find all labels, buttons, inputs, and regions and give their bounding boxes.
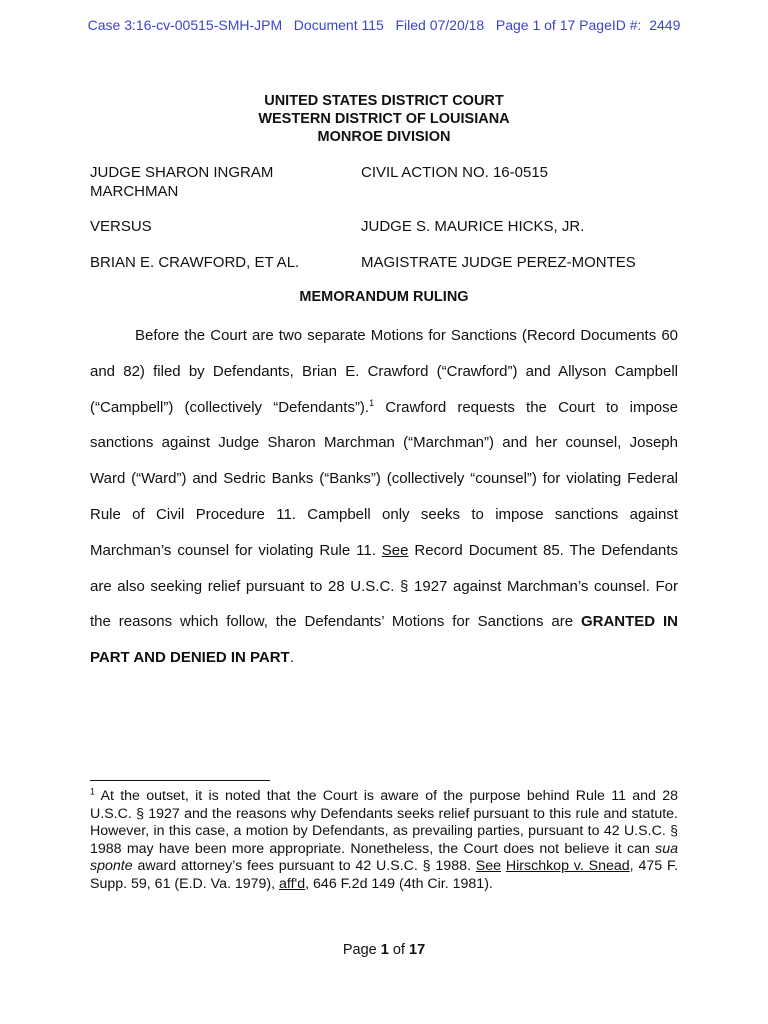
page-number: 1: [380, 942, 389, 958]
defendant-name: BRIAN E. CRAWFORD, ET AL.: [90, 254, 300, 271]
civil-action-number: CIVIL ACTION NO. 16-0515: [361, 164, 549, 181]
affirmed-signal: aff'd,: [279, 875, 310, 892]
see-signal: See: [381, 541, 409, 559]
ruling-body: [90, 318, 678, 676]
district-name: WESTERN DISTRICT OF LOUISIANA: [258, 111, 510, 127]
plaintiff-line-1: JUDGE SHARON INGRAM: [90, 164, 274, 181]
footnote-reference[interactable]: 1: [369, 397, 375, 408]
footnote-text-2: award attorney’s fees pursuant to 42 U.S.C. § 1988.: [132, 858, 476, 875]
footnote-text-3: , 475 F. Supp. 59, 61 (E.D. Va. 1979),: [90, 858, 679, 892]
footnote-text-4: 646 F.2d 149 (4th Cir. 1981).: [309, 875, 493, 892]
plaintiff-line-2: MARCHMAN: [90, 182, 179, 200]
body-text-2: Crawford requests the Court to impose sanctions against Judge Sharon Marchman (“Marchman”) and her counsel, Joseph Ward (“Ward”) and Sedric Banks (“Banks”) (collectively “counsel”) for violating Federal Rule of Civil Procedure 11. Campbell only seeks to impose sanctions against Marchman’s counsel for violating Rule 11.: [90, 398, 678, 559]
page-word: Page: [342, 942, 381, 958]
body-end: .: [289, 649, 294, 667]
of-word: of: [388, 942, 409, 958]
body-text-1: Before the Court are two separate Motions for Sanctions (Record Documents 60 and 82) filed by Defendants, Brian E. Crawford (“Crawford”) and Allyson Campbell (“Campbell”) (collectively “Defendants”).: [90, 327, 678, 416]
page-total: 17: [409, 942, 426, 958]
footnote-1: [90, 788, 678, 894]
footnote-see-signal: See: [475, 858, 502, 875]
court-name: UNITED STATES DISTRICT COURT: [264, 93, 504, 109]
ruling-paragraph: [90, 318, 678, 676]
document-title: MEMORANDUM RULING: [299, 289, 469, 305]
footnote-divider: [90, 780, 270, 781]
district-judge: JUDGE S. MAURICE HICKS, JR.: [361, 218, 585, 235]
magistrate-judge: MAGISTRATE JUDGE PEREZ-MONTES: [361, 254, 636, 271]
holding-text: GRANTED IN PART AND DENIED IN PART: [90, 613, 678, 667]
case-citation-name: Hirschkop v. Snead: [505, 858, 630, 875]
footnote-italic: sua sponte: [90, 840, 678, 875]
versus-label: VERSUS: [90, 218, 152, 235]
division-name: MONROE DIVISION: [317, 129, 451, 145]
case-header-stamp: Case 3:16-cv-00515-SMH-JPM Document 115 Filed 07/20/18 Page 1 of 17 PageID #: 2449: [87, 17, 681, 33]
court-heading: [0, 92, 768, 146]
footnote-marker: 1: [90, 786, 96, 797]
footnote-text-1: At the outset, it is noted that the Court is aware of the purpose behind Rule 11 and 28 U.S.C. § 1927 and the reasons why Defendants seeks relief pursuant to this rule and statute. However, in this case, a motion by Defendants, as prevailing parties, pursuant to 42 U.S.C. § 1988 may have been more appropriate. Nonetheless, the Court does not believe it can: [90, 788, 678, 857]
page-footer: [0, 942, 768, 958]
plaintiff-name: [90, 164, 310, 201]
body-text-3: Record Document 85. The Defendants are also seeking relief pursuant to 28 U.S.C. § 1927 against Marchman’s counsel. For the reasons which follow, the Defendants’ Motions for Sanctions are: [90, 541, 678, 631]
